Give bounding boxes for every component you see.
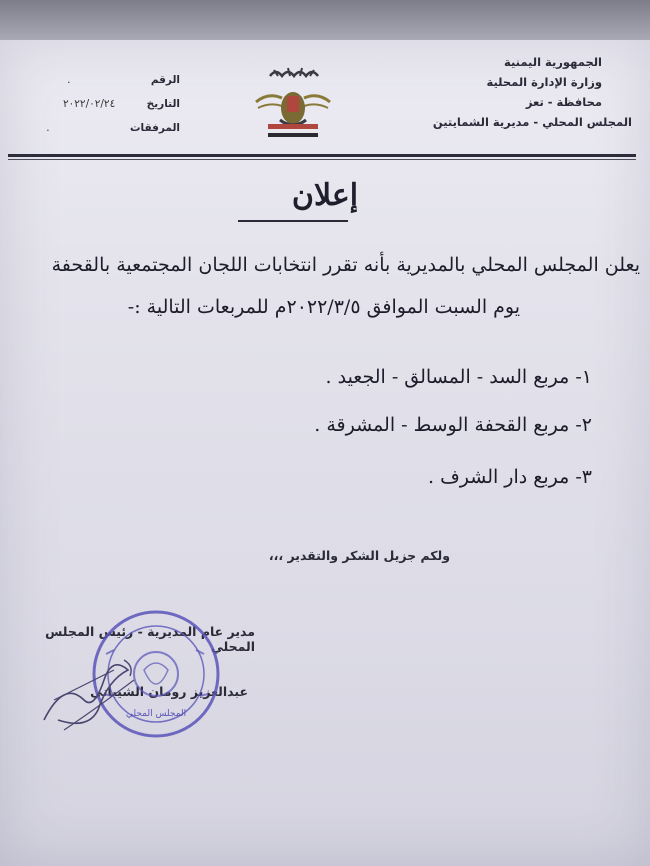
body-paragraph-2: يوم السبت الموافق ٢٠٢٢/٣/٥م للمربعات التالية :- <box>127 296 520 318</box>
closing-remark: ولكم جزيل الشكر والتقدير ،،، <box>268 548 450 563</box>
governorate-name: محافظة - تعز <box>525 95 602 109</box>
list-item: ٣- مربع دار الشرف . <box>427 466 592 488</box>
letterhead-right <box>362 52 632 132</box>
signatory-role: مدير عام المديرية - رئيس المجلس المحلي <box>45 624 255 654</box>
attachments-value: . <box>46 122 50 134</box>
header-divider <box>8 154 636 157</box>
attachments-row <box>30 116 180 140</box>
body-paragraph-1: يعلن المجلس المحلي بالمديرية بأنه تقرر انتخابات اللجان المجتمعية بالقحفة <box>51 254 640 276</box>
ref-number-label: الرقم <box>150 74 180 86</box>
ref-number-row <box>30 68 180 92</box>
stamp-label: المجلس المحلي <box>125 709 187 719</box>
list-item: ٢- مربع القحفة الوسط - المشرقة . <box>314 414 592 436</box>
date-value: ٢٠٢٢/٠٢/٢٤ <box>63 98 116 110</box>
date-row <box>30 92 180 116</box>
background-strip <box>0 0 650 40</box>
letterhead-left <box>30 68 180 140</box>
republic-emblem-icon <box>252 62 334 142</box>
list-item: ١- مربع السد - المسالق - الجعيد . <box>325 366 592 388</box>
ministry-name: وزارة الإدارة المحلية <box>486 75 602 89</box>
title-underline <box>238 220 348 222</box>
council-name: المجلس المحلي - مديرية الشمايتين <box>432 115 632 129</box>
ref-number-value: . <box>67 74 71 86</box>
header-divider-thin <box>8 159 636 160</box>
announcement-title: إعلان <box>291 178 359 213</box>
country-name: الجمهورية اليمنية <box>503 55 602 69</box>
handwritten-signature-icon <box>34 640 164 740</box>
date-label: التاريخ <box>146 98 180 110</box>
attachments-label: المرفقات <box>129 122 180 134</box>
signatory-name: عبدالعزيز رومان الشيباني <box>90 684 248 699</box>
